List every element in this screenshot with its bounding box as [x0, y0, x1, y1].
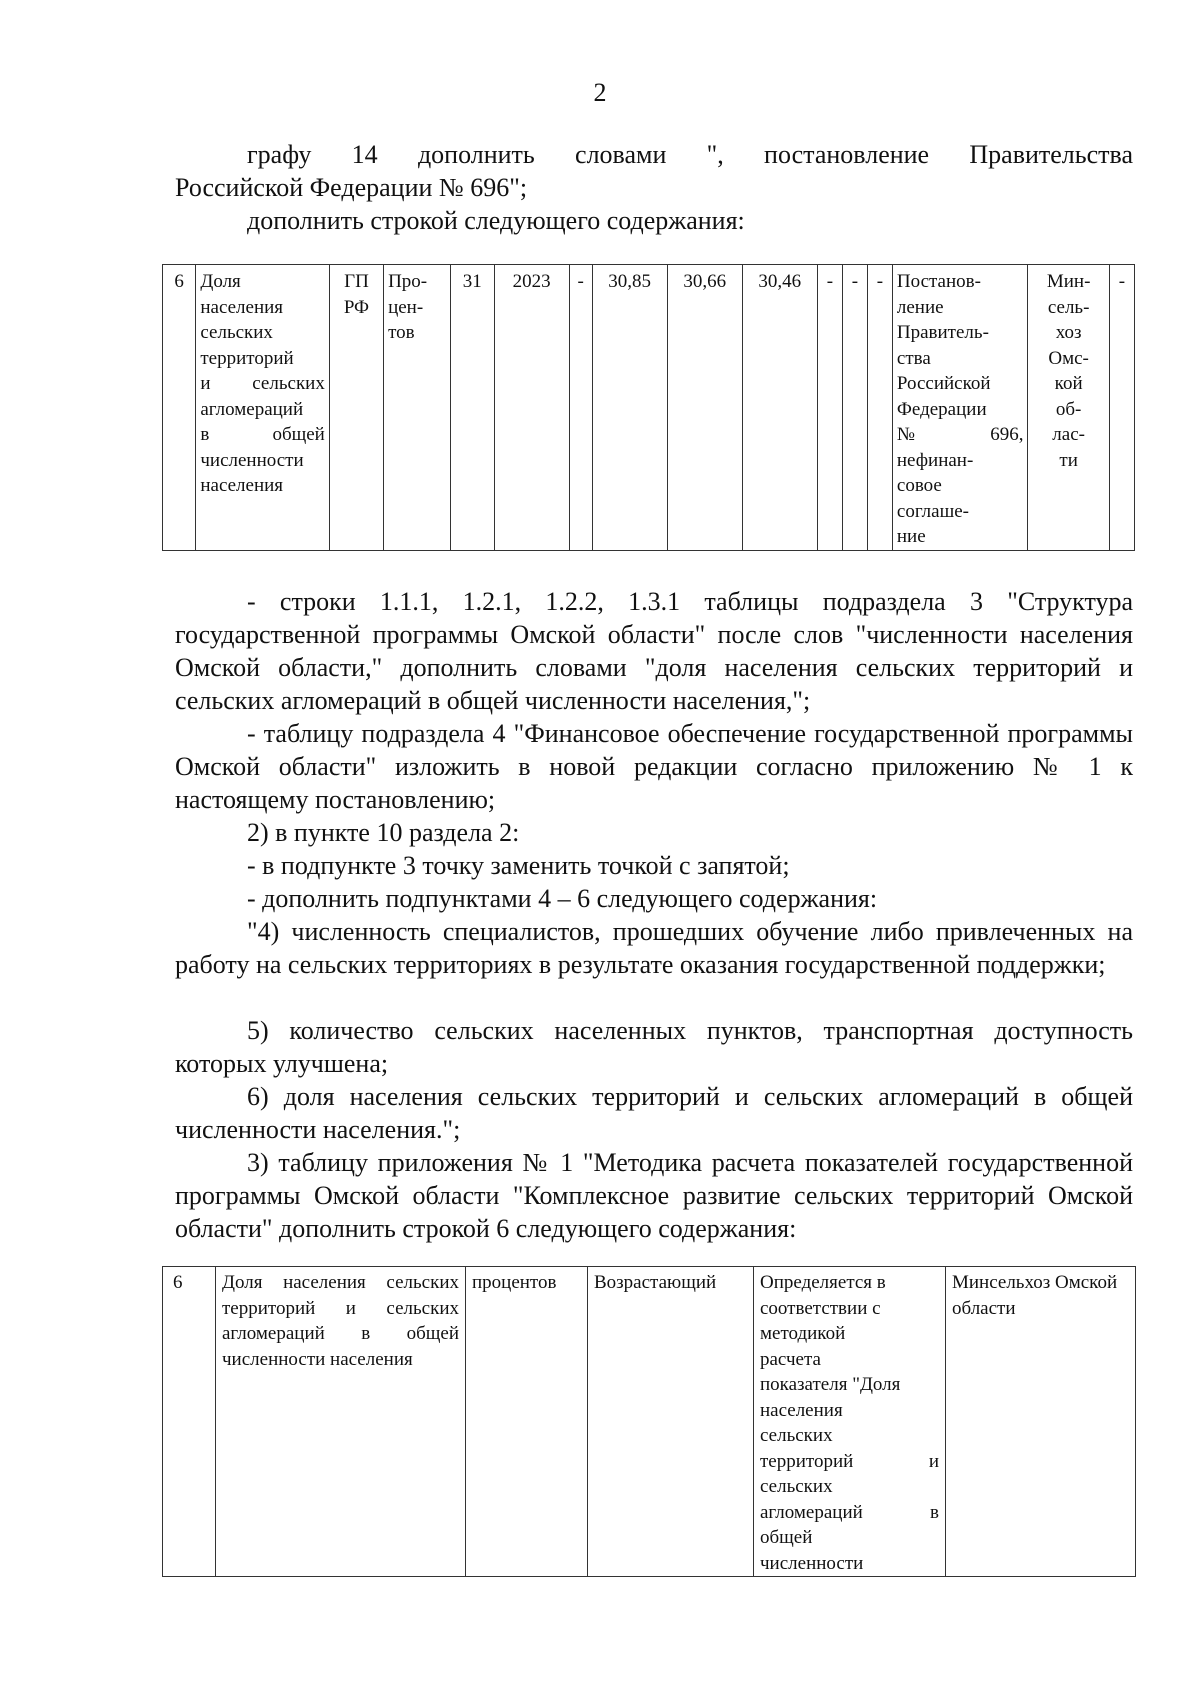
- paragraph: - в подпункте 3 точку заменить точкой с запятой;: [247, 851, 790, 880]
- table-row: [163, 1267, 1136, 1577]
- program-code: ГП РФ: [329, 265, 383, 551]
- responsible-cell: Минсельхоз Омской области: [946, 1267, 1136, 1577]
- paragraph: "4) численность специалистов, прошедших обучение либо привлеченных на работу на сельских территориях в результате оказания государственной поддержки;: [175, 917, 1133, 979]
- unit-cell: процентов: [466, 1267, 588, 1577]
- responsible-cell: Мин- сель- хоз Омс- кой об- лас- ти: [1028, 265, 1109, 551]
- paragraph: 6) доля населения сельских территорий и сельских агломераций в общей численности населения.";: [175, 1082, 1133, 1144]
- paragraph: 5) количество сельских населенных пунктов, транспортная доступность которых улучшена;: [175, 1016, 1133, 1078]
- indicator-name: Доля населения сельских территорий и сельских агломераций в общей численности населения: [216, 1267, 466, 1577]
- paragraph: - дополнить подпунктами 4 – 6 следующего содержания:: [247, 884, 878, 913]
- value-cell: 30,46: [742, 265, 817, 551]
- paragraph: - таблицу подраздела 4 "Финансовое обеспечение государственной программы Омской области" изложить в новой редакции согласно приложению № 1 к настоящему постановлению;: [175, 719, 1133, 814]
- indicator-table-1: [162, 264, 1135, 551]
- paragraph: 3) таблицу приложения № 1 "Методика расчета показателей государственной программы Омской области "Комплексное развитие сельских территорий Омской области" дополнить строкой 6 следующего содержания:: [175, 1148, 1133, 1243]
- trend-cell: Возрастающий: [588, 1267, 754, 1577]
- dash-cell: -: [569, 265, 592, 551]
- row-number: 6: [163, 265, 196, 551]
- indicator-name: Доля населения сельских территорий и сельских агломераций в общей численности населения: [196, 265, 329, 551]
- paragraph: 2) в пункте 10 раздела 2:: [247, 818, 520, 847]
- dash-cell: -: [842, 265, 867, 551]
- para-line: Российской Федерации № 696";: [175, 173, 528, 202]
- method-cell: Определяется в соответствии с методикой расчета показателя "Доля населения сельских территорий и сельских агломераций в общей численности: [754, 1267, 946, 1577]
- dash-cell: -: [1109, 265, 1134, 551]
- table-row: [163, 265, 1135, 551]
- methodology-table: [162, 1266, 1136, 1577]
- value-cell: 30,66: [667, 265, 742, 551]
- code-cell: 31: [450, 265, 494, 551]
- paragraph: дополнить строкой следующего содержания:: [247, 206, 745, 235]
- unit-cell: Про- цен- тов: [384, 265, 451, 551]
- value-cell: 30,85: [592, 265, 667, 551]
- row-number: 6: [163, 1267, 216, 1577]
- basis-cell: Постанов- ление Правитель- ства Российской Федерации № 696, нефинан- совое соглаше- ние: [892, 265, 1028, 551]
- dash-cell: -: [867, 265, 892, 551]
- paragraph: - строки 1.1.1, 1.2.1, 1.2.2, 1.3.1 таблицы подраздела 3 "Структура государственной программы Омской области" после слов "численности населения Омской области," дополнить словами "доля населения сельских территорий и сельских агломераций в общей численности населения,";: [175, 587, 1133, 715]
- para-line: графу 14 дополнить словами ", постановление Правительства: [247, 140, 1133, 169]
- year-cell: 2023: [494, 265, 569, 551]
- dash-cell: -: [817, 265, 842, 551]
- page-number: 2: [593, 78, 607, 107]
